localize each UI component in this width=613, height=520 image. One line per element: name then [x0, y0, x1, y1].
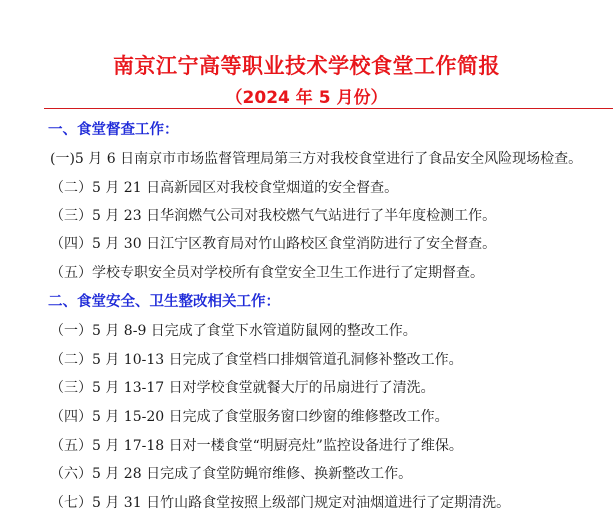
list-item: （六）5 月 28 日完成了食堂防蝇帘维修、换新整改工作。 — [50, 466, 413, 482]
list-item: （三）5 月 23 日华润燃气公司对我校燃气气站进行了半年度检测工作。 — [50, 208, 497, 224]
list-item: （三）5 月 13-17 日对学校食堂就餐大厅的吊扇进行了清洗。 — [50, 380, 435, 396]
list-item: （七）5 月 31 日竹山路食堂按照上级部门规定对油烟道进行了定期清洗。 — [50, 495, 511, 511]
list-item: （四）5 月 30 日江宁区教育局对竹山路校区食堂消防进行了安全督查。 — [50, 236, 497, 252]
title-divider — [44, 108, 613, 109]
section-heading-supervision: 一、食堂督查工作： — [48, 122, 179, 138]
list-item: （四）5 月 15-20 日完成了食堂服务窗口纱窗的维修整改工作。 — [50, 409, 449, 425]
document-subtitle: （2024 年 5 月份） — [225, 88, 388, 108]
list-item: （二）5 月 10-13 日完成了食堂档口排烟管道孔洞修补整改工作。 — [50, 352, 463, 368]
list-item: （五）5 月 17-18 日对一楼食堂“明厨亮灶”监控设备进行了维保。 — [50, 438, 463, 454]
list-item: （五）学校专职安全员对学校所有食堂安全卫生工作进行了定期督查。 — [50, 265, 484, 281]
section-heading-rectification: 二、食堂安全、卫生整改相关工作： — [48, 294, 280, 310]
list-item: (一)5 月 6 日南京市市场监督管理局第三方对我校食堂进行了食品安全风险现场检查。 — [50, 151, 583, 167]
document-title: 南京江宁高等职业技术学校食堂工作简报 — [113, 54, 500, 78]
list-item: （一）5 月 8-9 日完成了食堂下水管道防鼠网的整改工作。 — [50, 323, 417, 339]
list-item: （二）5 月 21 日高新园区对我校食堂烟道的安全督查。 — [50, 180, 399, 196]
